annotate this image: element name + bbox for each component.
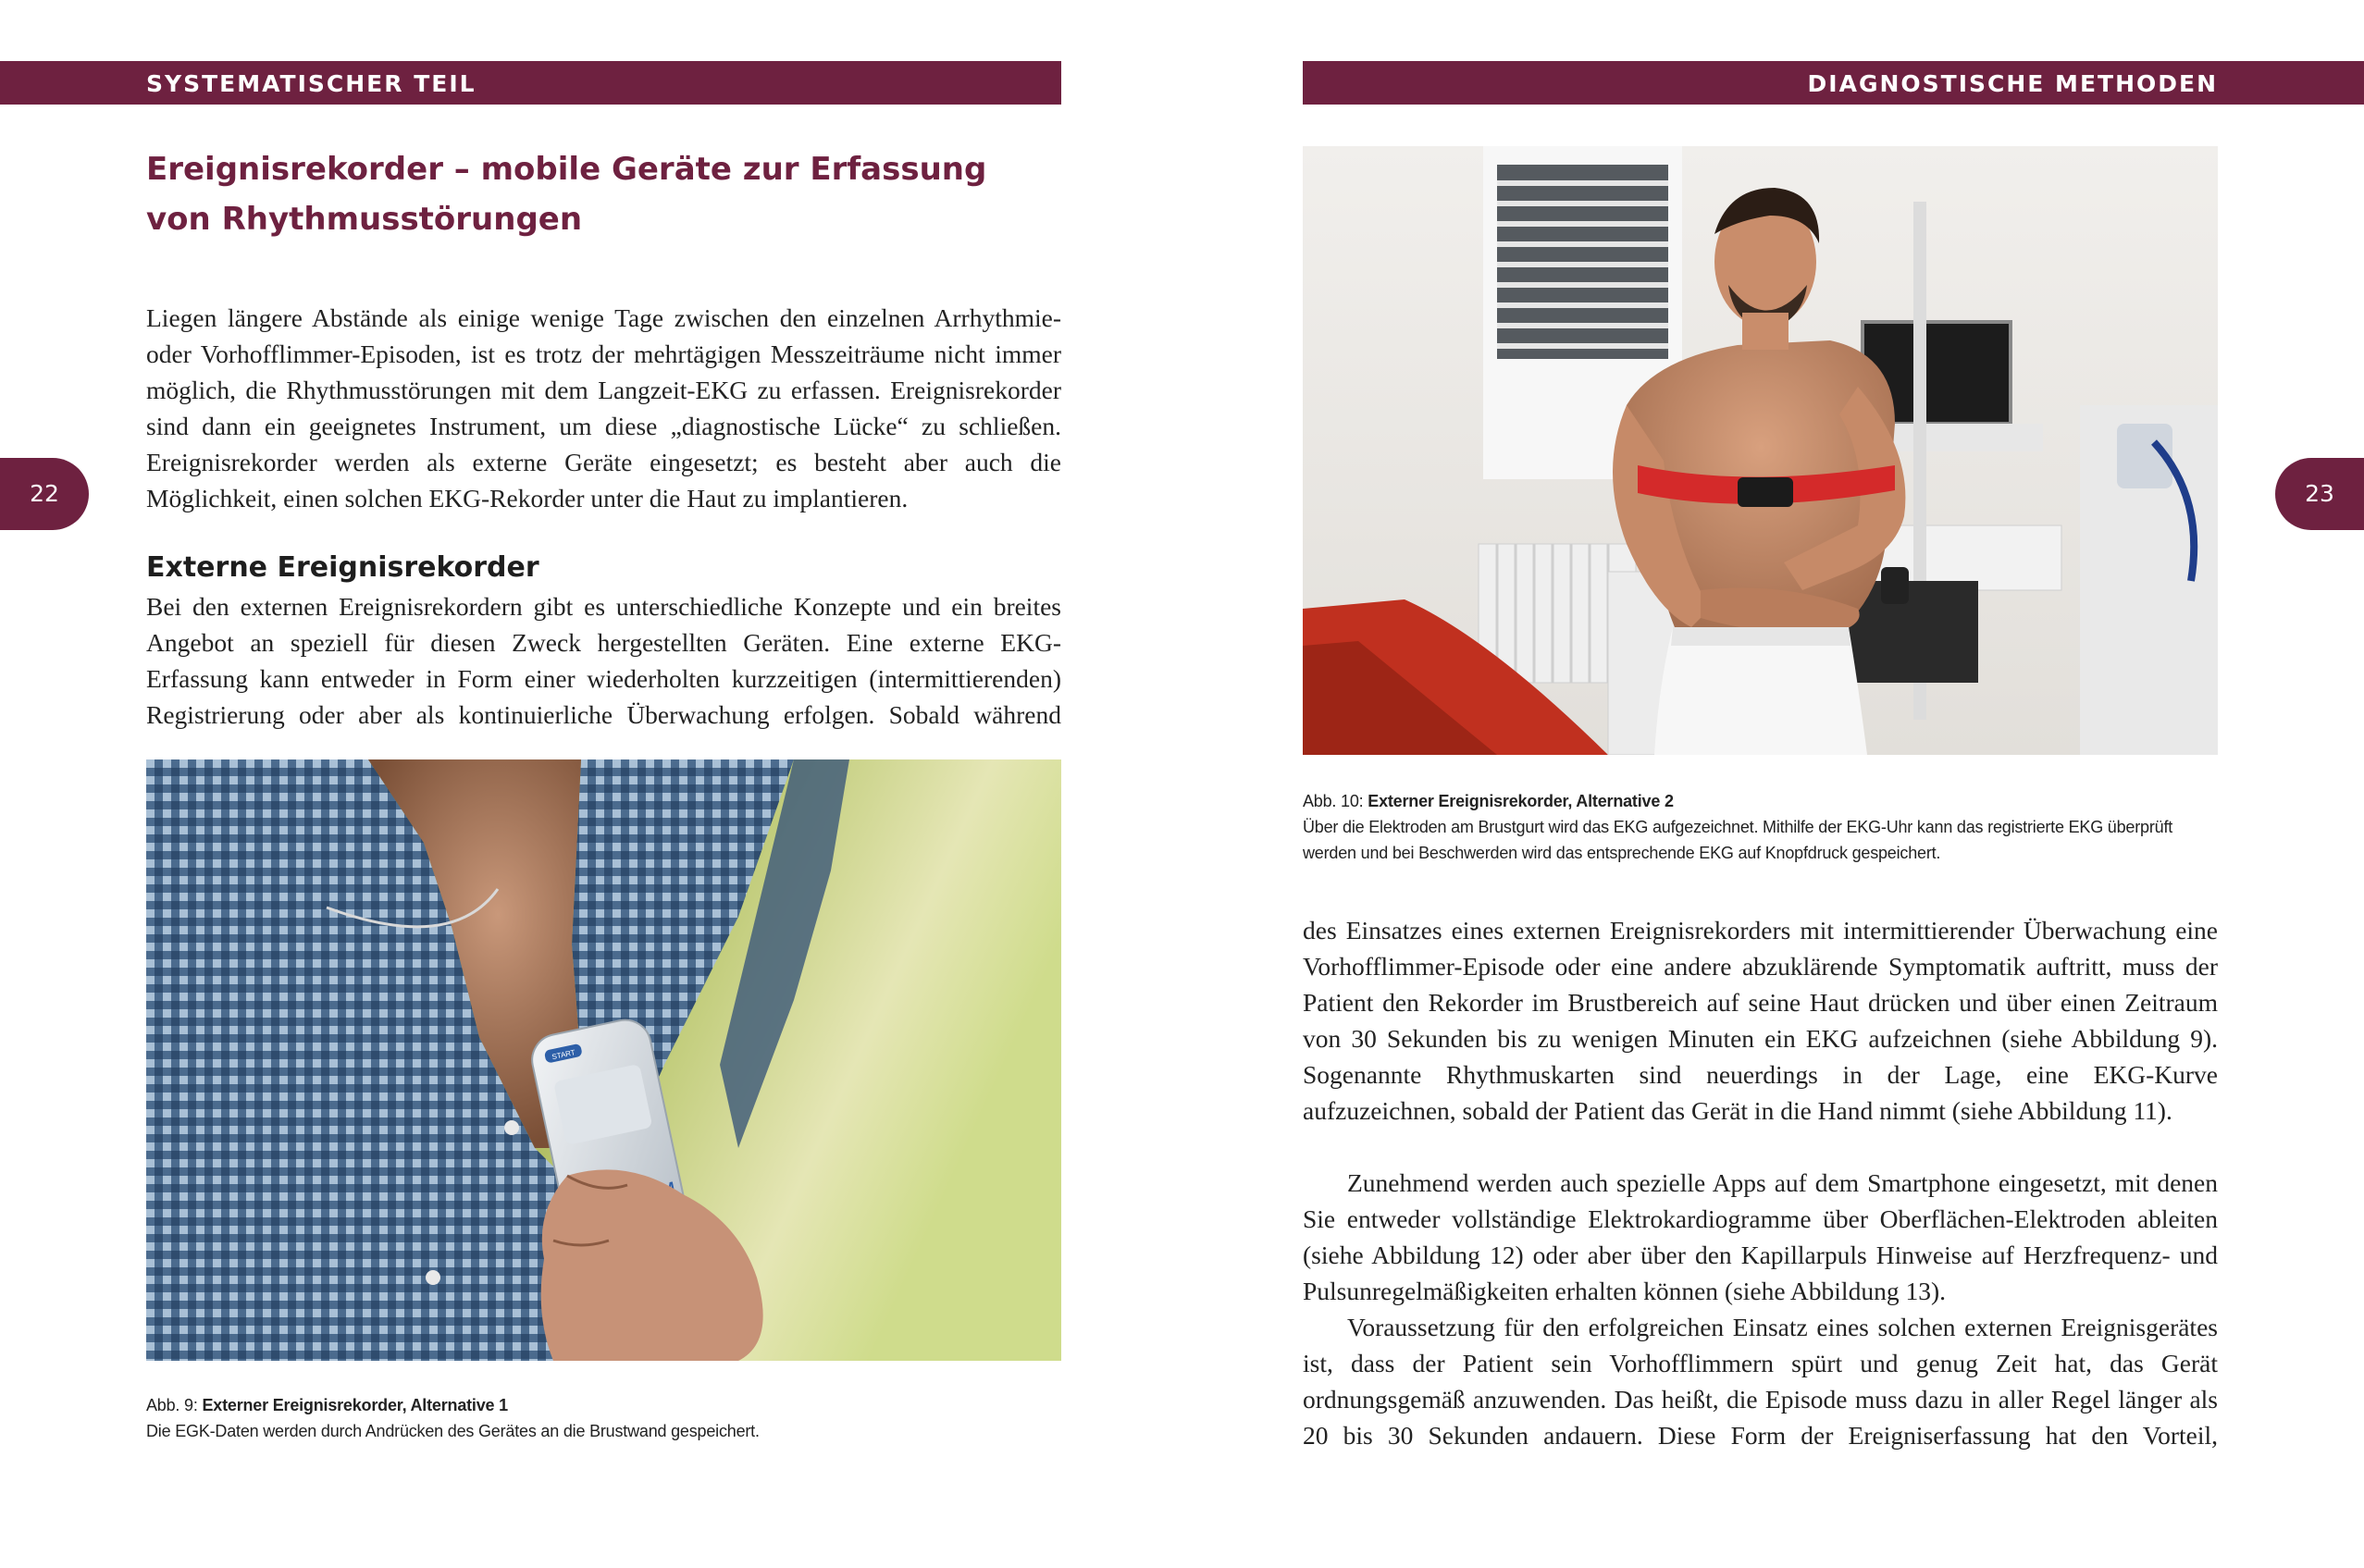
figure-10-photo (1303, 146, 2218, 755)
figure-9-caption (146, 1392, 1061, 1444)
figure-10-title: Externer Ereignisrekorder, Alternative 2 (1368, 792, 1674, 810)
intro-paragraph: Liegen längere Abstände als einige wenige Tage zwischen den einzelnen Arrhythmie- oder Vorhofflimmer-Episoden, ist es trotz der mehrtägigen Messzeiträume nicht immer möglich, die Rhythmusstörungen mit dem Langzeit-EKG zu erfassen. Ereignisrekorder sind dann ein geeignetes Instrument, um diese „diagnostische Lücke“ zu schließen. Ereignisrekorder werden als externe Geräte eingesetzt; es besteht aber auch die Möglichkeit, einen solchen EKG-Rekorder unter die Haut zu implantieren. (146, 303, 1061, 512)
figure-10-caption (1303, 788, 2218, 866)
figure-9-illustration (146, 759, 1061, 1361)
page-number-right: 23 (2275, 458, 2364, 530)
figure-10-illustration (1303, 146, 2218, 755)
right-running-header (1303, 61, 2364, 105)
figure-10-label: Abb. 10: (1303, 792, 1364, 810)
figure-9-caption-heading (146, 1392, 1061, 1418)
left-running-header (0, 61, 1061, 105)
section-paragraph: Bei den externen Ereignisrekordern gibt es unterschiedliche Konzepte und ein breites Angebot an speziell für diesen Zweck hergestellten Geräten. Eine externe EKG-Erfassung kann entweder in Form einer wiederholten kurzzeitigen (intermittierenden) Registrierung oder aber als kontinuierliche Überwachung erfolgen. Sobald während (146, 592, 1061, 729)
figure-9-label: Abb. 9: (146, 1396, 198, 1414)
figure-10-text: Über die Elektroden am Brustgurt wird das EKG aufgezeichnet. Mithilfe der EKG-Uhr kann das registrierte EKG überprüft werden und bei Beschwerden wird das entsprechende EKG auf Knopfdruck gespeichert. (1303, 818, 2173, 862)
figure-10-caption-heading (1303, 788, 2218, 814)
right-paragraph-2: Zunehmend werden auch spezielle Apps auf dem Smartphone eingesetzt, mit denen Sie entweder vollständige Elektrokardiogramme über Oberflächen-Elektroden ableiten (siehe Abbildung 12) oder aber über den Kapillarpuls Hinweise auf Herzfrequenz- und Pulsunregelmäßigkeiten erhalten können (siehe Abbildung 13). (1303, 1168, 2218, 1305)
right-running-header-title: DIAGNOSTISCHE METHODEN (1807, 70, 2218, 97)
figure-9-text: Die EGK-Daten werden durch Andrücken des Gerätes an die Brustwand gespeichert. (146, 1422, 760, 1440)
figure-9-photo (146, 759, 1061, 1361)
figure-9-title: Externer Ereignisrekorder, Alternative 1 (202, 1396, 508, 1414)
right-paragraph-3: Voraussetzung für den erfolgreichen Einsatz eines solchen externen Ereignisgerätes ist, dass der Patient sein Vorhofflimmern spürt und genug Zeit hat, das Gerät ordnungsgemäß anzuwenden. Das heißt, die Episode muss dazu in aller Regel länger als 20 bis 30 Sekunden andauern. Diese Form der Ereigniserfassung hat den Vorteil, (1303, 1313, 2218, 1450)
chapter-title: Ereignisrekorder – mobile Geräte zur Erfassung von Rhythmusstörungen (146, 151, 987, 238)
right-paragraph-1: des Einsatzes eines externen Ereignisrekorders mit intermittierender Überwachung eine Vorhofflimmer-Episode oder eine andere abzuklärende Symptomatik auftritt, muss der Patient den Rekorder im Brustbereich auf seine Haut drücken und über einen Zeitraum von 30 Sekunden bis zu wenigen Minuten ein EKG aufzeichnen (siehe Abbildung 9). Sogenannte Rhythmuskarten sind neuerdings in der Lage, eine EKG-Kurve aufzuzeichnen, sobald der Patient das Gerät in die Hand nimmt (siehe Abbildung 11). (1303, 916, 2218, 1125)
page-number-left: 22 (0, 458, 89, 530)
left-running-header-title: SYSTEMATISCHER TEIL (146, 70, 477, 97)
section-title-external-recorders: Externe Ereignisrekorder (146, 551, 539, 584)
device-label-start: START (551, 1048, 576, 1062)
